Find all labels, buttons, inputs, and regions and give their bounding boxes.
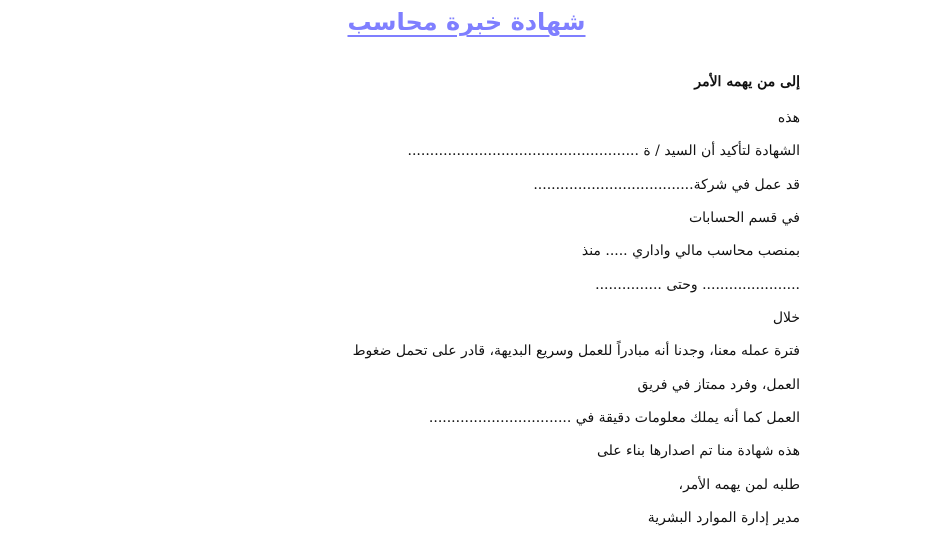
body-line-2: الشهادة لتأكيد أن السيد / ة ....................................................	[407, 143, 800, 159]
body-line-4: في قسم الحسابات	[688, 210, 800, 226]
body-line-11: هذه شهادة منا تم اصدارها بناء على	[596, 443, 800, 459]
document-title: شهادة خبرة محاسب	[347, 8, 586, 36]
body-line-8: فترة عمله معنا، وجدنا أنه مبادراً للعمل وسريع البديهة، قادر على تحمل ضغوط	[352, 343, 800, 359]
body-line-9: العمل، وفرد ممتاز في فريق	[637, 377, 800, 393]
body-line-12: طلبه لمن يهمه الأمر،	[678, 477, 800, 493]
body-line-6: ...................... وحتى ...............	[595, 277, 800, 293]
greeting: إلى من يهمه الأمر	[694, 74, 800, 90]
body-line-10: العمل كما أنه يملك معلومات دقيقة في ................................	[428, 410, 800, 426]
signature-line: مدير إدارة الموارد البشرية	[647, 510, 800, 526]
body-line-1: هذه	[777, 110, 800, 126]
body-line-3: قد عمل في شركة....................................	[533, 177, 800, 193]
body-line-7: خلال	[772, 310, 800, 326]
body-line-5: بمنصب محاسب مالي واداري ..... منذ	[581, 243, 800, 259]
